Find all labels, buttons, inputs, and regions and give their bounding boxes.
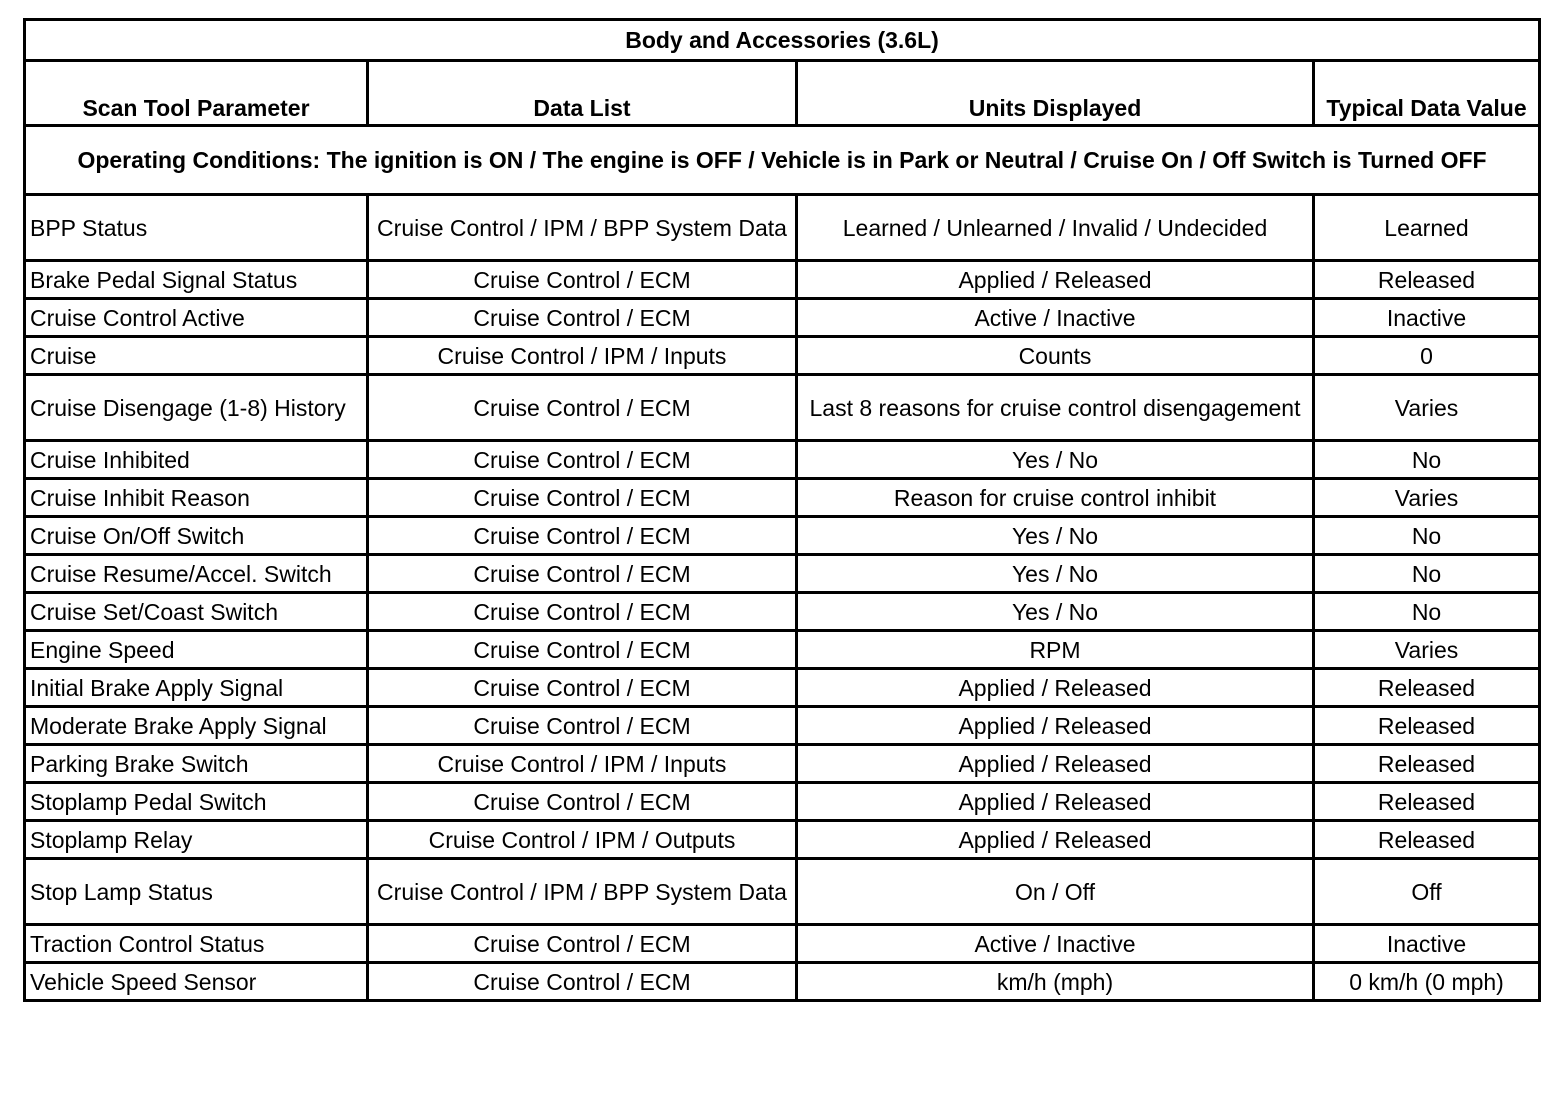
table-row [25, 859, 1540, 925]
cell-units-displayed: Counts [797, 337, 1314, 375]
cell-scan-tool-parameter: Stoplamp Relay [25, 821, 368, 859]
cell-typical-data-value: Varies [1314, 631, 1540, 669]
table-row [25, 631, 1540, 669]
cell-units-displayed: On / Off [797, 859, 1314, 925]
cell-scan-tool-parameter: Stop Lamp Status [25, 859, 368, 925]
cell-units-displayed: Applied / Released [797, 261, 1314, 299]
table-row [25, 707, 1540, 745]
cell-data-list: Cruise Control / ECM [368, 783, 797, 821]
table-row [25, 261, 1540, 299]
cell-units-displayed: Applied / Released [797, 669, 1314, 707]
cell-units-displayed: Yes / No [797, 517, 1314, 555]
cell-units-displayed: Learned / Unlearned / Invalid / Undecided [797, 195, 1314, 261]
cell-data-list: Cruise Control / ECM [368, 517, 797, 555]
cell-scan-tool-parameter: Moderate Brake Apply Signal [25, 707, 368, 745]
cell-units-displayed: RPM [797, 631, 1314, 669]
cell-scan-tool-parameter: Initial Brake Apply Signal [25, 669, 368, 707]
cell-typical-data-value: Released [1314, 261, 1540, 299]
cell-scan-tool-parameter: Cruise Set/Coast Switch [25, 593, 368, 631]
cell-typical-data-value: Released [1314, 783, 1540, 821]
cell-units-displayed: Applied / Released [797, 745, 1314, 783]
cell-data-list: Cruise Control / IPM / Inputs [368, 745, 797, 783]
cell-typical-data-value: 0 km/h (0 mph) [1314, 963, 1540, 1001]
cell-scan-tool-parameter: Cruise Disengage (1-8) History [25, 375, 368, 441]
cell-scan-tool-parameter: Cruise Control Active [25, 299, 368, 337]
cell-scan-tool-parameter: Stoplamp Pedal Switch [25, 783, 368, 821]
cell-scan-tool-parameter: Cruise Inhibited [25, 441, 368, 479]
cell-data-list: Cruise Control / IPM / BPP System Data [368, 859, 797, 925]
cell-typical-data-value: Varies [1314, 479, 1540, 517]
table-row [25, 821, 1540, 859]
cell-units-displayed: Applied / Released [797, 783, 1314, 821]
header-typical-data-value: Typical Data Value [1314, 61, 1540, 126]
title-row [25, 20, 1540, 61]
cell-units-displayed: Active / Inactive [797, 299, 1314, 337]
cell-data-list: Cruise Control / ECM [368, 631, 797, 669]
cell-scan-tool-parameter: BPP Status [25, 195, 368, 261]
cell-typical-data-value: Inactive [1314, 925, 1540, 963]
table-row [25, 517, 1540, 555]
cell-scan-tool-parameter: Engine Speed [25, 631, 368, 669]
table-row [25, 783, 1540, 821]
cell-scan-tool-parameter: Cruise On/Off Switch [25, 517, 368, 555]
cell-data-list: Cruise Control / ECM [368, 261, 797, 299]
data-table-container [23, 18, 1538, 1002]
cell-units-displayed: Yes / No [797, 555, 1314, 593]
cell-scan-tool-parameter: Cruise Inhibit Reason [25, 479, 368, 517]
header-row [25, 61, 1540, 126]
table-row [25, 479, 1540, 517]
table-row [25, 925, 1540, 963]
header-units-displayed: Units Displayed [797, 61, 1314, 126]
cell-units-displayed: Applied / Released [797, 707, 1314, 745]
cell-typical-data-value: Learned [1314, 195, 1540, 261]
cell-scan-tool-parameter: Traction Control Status [25, 925, 368, 963]
cell-data-list: Cruise Control / ECM [368, 479, 797, 517]
table-row [25, 195, 1540, 261]
table-row [25, 337, 1540, 375]
cell-data-list: Cruise Control / ECM [368, 669, 797, 707]
cell-data-list: Cruise Control / IPM / Inputs [368, 337, 797, 375]
table-row [25, 441, 1540, 479]
cell-typical-data-value: Off [1314, 859, 1540, 925]
cell-scan-tool-parameter: Brake Pedal Signal Status [25, 261, 368, 299]
table-row [25, 375, 1540, 441]
cell-data-list: Cruise Control / ECM [368, 555, 797, 593]
table-row [25, 669, 1540, 707]
cell-typical-data-value: No [1314, 517, 1540, 555]
operating-conditions: Operating Conditions: The ignition is ON / The engine is OFF / Vehicle is in Park or Neutral / Cruise On / Off Switch is Turned OFF [25, 126, 1540, 195]
cell-units-displayed: Yes / No [797, 593, 1314, 631]
table-row [25, 299, 1540, 337]
cell-units-displayed: Last 8 reasons for cruise control disengagement [797, 375, 1314, 441]
cell-typical-data-value: Released [1314, 669, 1540, 707]
cell-typical-data-value: Released [1314, 707, 1540, 745]
table-row [25, 555, 1540, 593]
cell-units-displayed: Yes / No [797, 441, 1314, 479]
cell-units-displayed: Reason for cruise control inhibit [797, 479, 1314, 517]
cell-typical-data-value: Varies [1314, 375, 1540, 441]
cell-data-list: Cruise Control / ECM [368, 375, 797, 441]
cell-data-list: Cruise Control / ECM [368, 299, 797, 337]
cell-data-list: Cruise Control / ECM [368, 593, 797, 631]
cell-scan-tool-parameter: Cruise [25, 337, 368, 375]
cell-data-list: Cruise Control / ECM [368, 707, 797, 745]
cell-typical-data-value: No [1314, 593, 1540, 631]
cell-units-displayed: km/h (mph) [797, 963, 1314, 1001]
cell-typical-data-value: No [1314, 441, 1540, 479]
table-row [25, 745, 1540, 783]
cell-scan-tool-parameter: Vehicle Speed Sensor [25, 963, 368, 1001]
cell-typical-data-value: 0 [1314, 337, 1540, 375]
table-row [25, 593, 1540, 631]
cell-units-displayed: Applied / Released [797, 821, 1314, 859]
cell-data-list: Cruise Control / ECM [368, 441, 797, 479]
table-title: Body and Accessories (3.6L) [25, 20, 1540, 61]
cell-data-list: Cruise Control / ECM [368, 925, 797, 963]
cell-typical-data-value: Released [1314, 821, 1540, 859]
scan-tool-data-table [23, 18, 1541, 1002]
cell-typical-data-value: Released [1314, 745, 1540, 783]
cell-typical-data-value: Inactive [1314, 299, 1540, 337]
cell-data-list: Cruise Control / IPM / Outputs [368, 821, 797, 859]
cell-typical-data-value: No [1314, 555, 1540, 593]
table-body [25, 195, 1540, 1001]
table-row [25, 963, 1540, 1001]
cell-units-displayed: Active / Inactive [797, 925, 1314, 963]
cell-scan-tool-parameter: Parking Brake Switch [25, 745, 368, 783]
cell-data-list: Cruise Control / IPM / BPP System Data [368, 195, 797, 261]
cell-data-list: Cruise Control / ECM [368, 963, 797, 1001]
header-scan-tool-parameter: Scan Tool Parameter [25, 61, 368, 126]
cell-scan-tool-parameter: Cruise Resume/Accel. Switch [25, 555, 368, 593]
conditions-row [25, 126, 1540, 195]
header-data-list: Data List [368, 61, 797, 126]
